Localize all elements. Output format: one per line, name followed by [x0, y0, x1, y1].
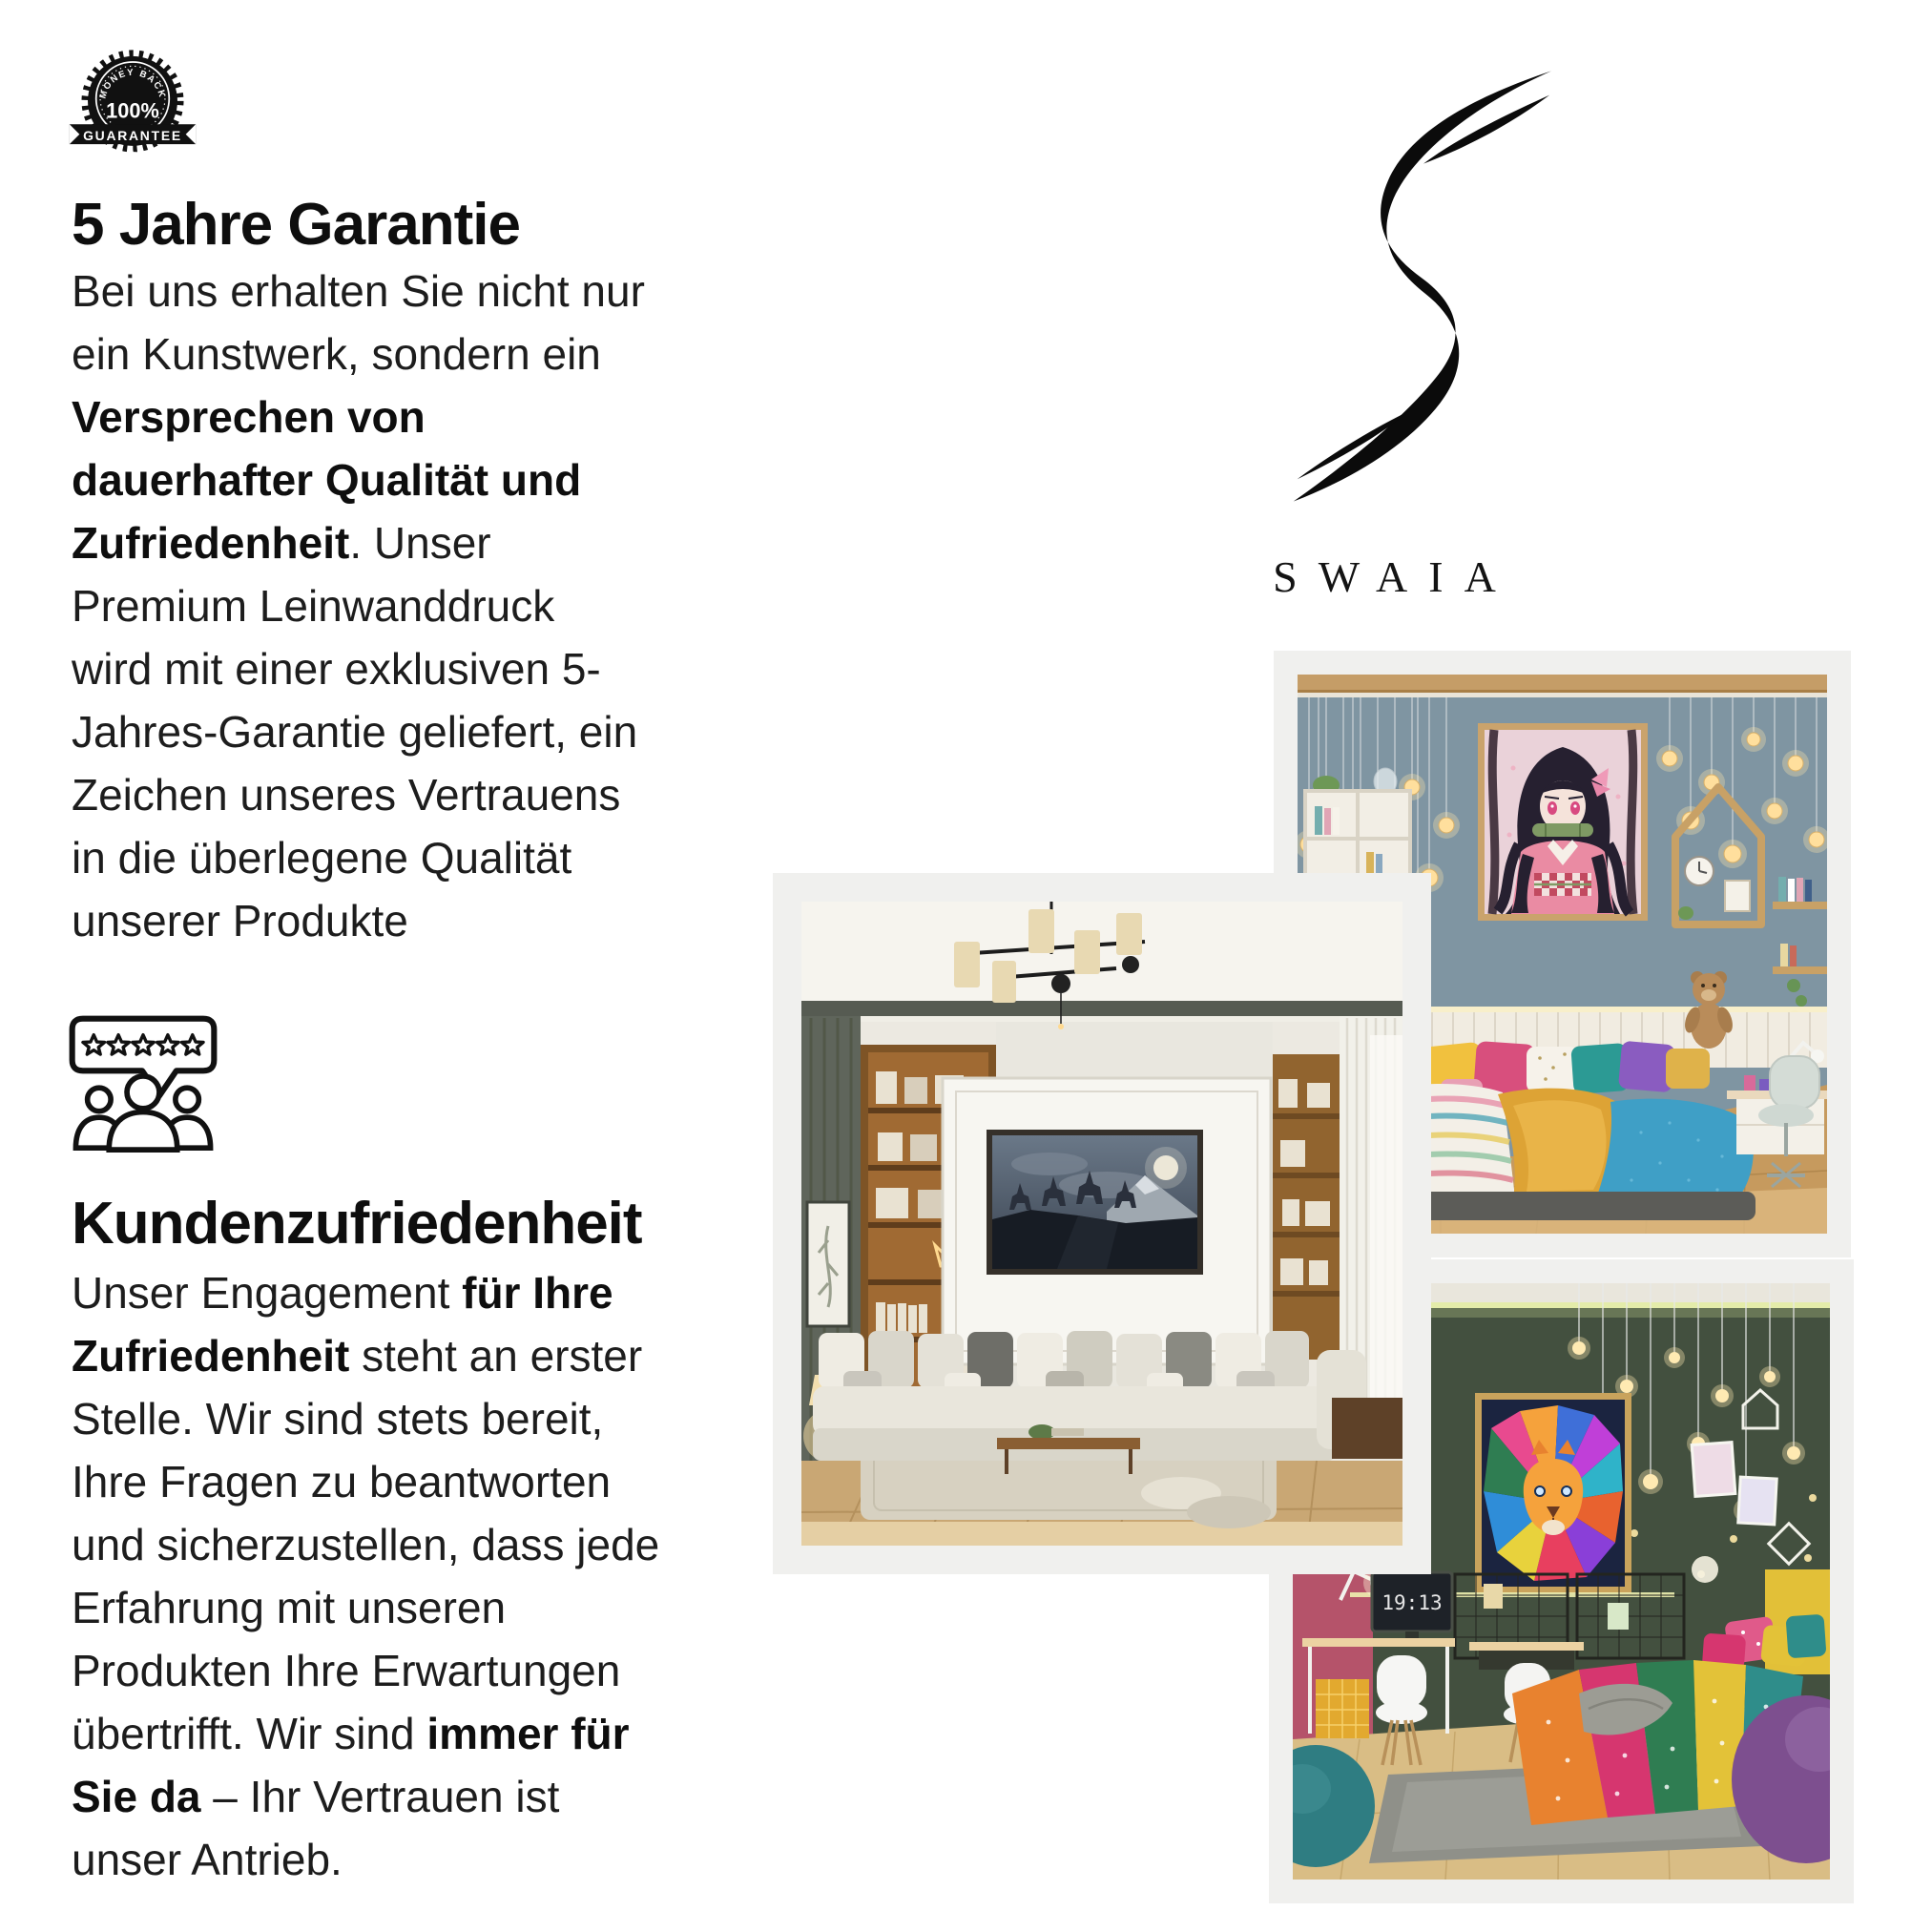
guarantee-heading: 5 Jahre Garantie [72, 192, 520, 258]
text-line: ein Kunstwerk, sondern ein [72, 329, 601, 379]
living-room-wolves-canvas-photo [801, 902, 1402, 1546]
svg-text:GUARANTEE: GUARANTEE [83, 127, 182, 143]
text-line: Versprechen von [72, 392, 426, 442]
photo-card-living-room-wolves [773, 873, 1431, 1574]
text-line: in die überlegene Qualität [72, 833, 572, 883]
text-line: unserer Produkte [72, 896, 408, 945]
text-line: Jahres-Garantie geliefert, ein [72, 707, 638, 757]
text-line: Produkten Ihre Erwartungen [72, 1646, 621, 1695]
text-line: und sicherzustellen, dass jede [72, 1520, 660, 1569]
text-line: Zeichen unseres Vertrauens [72, 770, 621, 820]
bookshelf-right [1273, 1054, 1340, 1360]
text-line: Premium Leinwanddruck [72, 581, 555, 631]
satisfaction-paragraph [72, 1261, 659, 1891]
people-icons [75, 1076, 210, 1150]
text-line: wird mit einer exklusiven 5- [72, 644, 601, 694]
svg-text:100%: 100% [106, 98, 159, 123]
text-line: unser Antrieb. [72, 1835, 343, 1884]
anime-girl-canvas-art [1478, 723, 1648, 921]
satisfaction-heading: Kundenzufriedenheit [72, 1191, 642, 1257]
lion-canvas-art [1475, 1393, 1631, 1593]
text-line: Stelle. Wir sind stets bereit, [72, 1394, 604, 1444]
text-line: Unser Engagement für Ihre [72, 1268, 613, 1318]
guarantee-paragraph [72, 260, 645, 952]
text-line: Erfahrung mit unseren [72, 1583, 507, 1632]
text-line: Zufriedenheit steht an erster [72, 1331, 643, 1381]
text-line: Bei uns erhalten Sie nicht nur [72, 266, 645, 316]
led-strip [1401, 1007, 1827, 1012]
text-line: Ihre Fragen zu beantworten [72, 1457, 612, 1506]
swaia-s-logo-icon [1286, 67, 1555, 536]
wolves-canvas-art [987, 1130, 1203, 1275]
text-line: übertrifft. Wir sind immer für [72, 1709, 630, 1758]
text-line: Sie da – Ihr Vertrauen ist [72, 1772, 560, 1821]
floor-pillow [1187, 1496, 1271, 1528]
text-line: Zufriedenheit. Unser [72, 518, 491, 568]
clock-display: 19:13 [1381, 1591, 1443, 1614]
svg-text:MONEY BACK: MONEY BACK [97, 67, 168, 100]
brand-name: SWAIA [1273, 552, 1517, 601]
svg-text:★ ★ ★: ★ ★ ★ [117, 148, 148, 159]
text-line: dauerhafter Qualität und [72, 455, 582, 505]
five-star-review-customers-icon [67, 1013, 219, 1153]
money-back-guarantee-badge-icon [69, 46, 197, 168]
side-console [1332, 1398, 1402, 1459]
